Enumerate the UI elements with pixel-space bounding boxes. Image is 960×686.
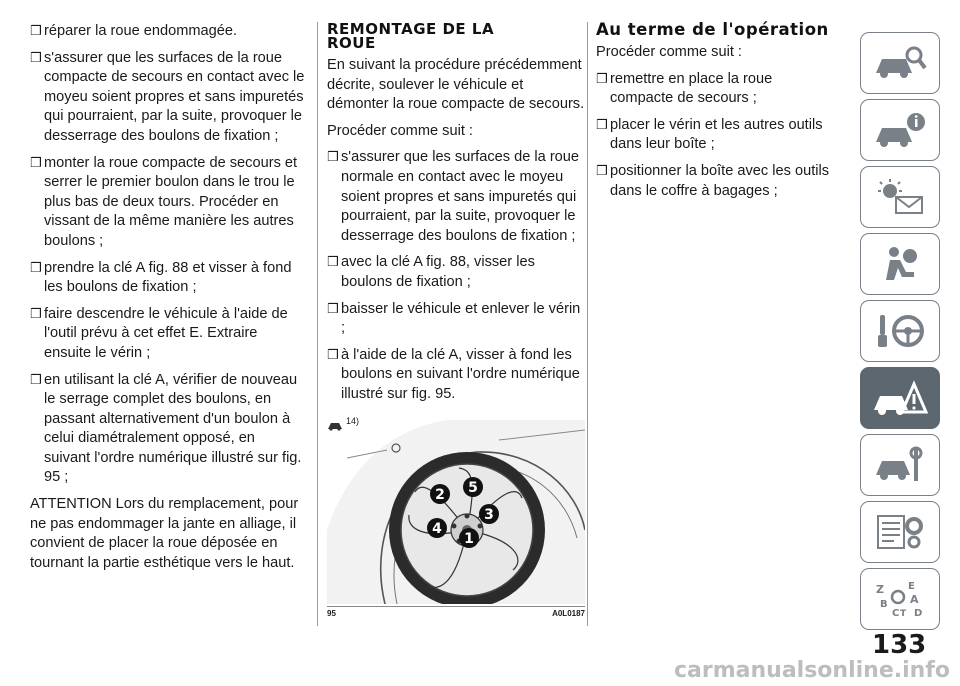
- tab-alphabetical-index[interactable]: [860, 568, 940, 630]
- list-item: ❒ remettre en place la roue compacte de secours ;: [596, 70, 773, 107]
- column-divider: [587, 22, 588, 626]
- column-left: [30, 22, 305, 580]
- checkbox-bullet: ❒: [327, 150, 339, 166]
- section-heading: REMONTAGE DE LA ROUE: [327, 20, 495, 52]
- steering-wheel-icon: [872, 311, 928, 351]
- warning-reference: 14): [327, 412, 585, 432]
- checkbox-bullet: ❒: [30, 50, 42, 66]
- column-divider: [317, 22, 318, 626]
- list-item: ❒ monter la roue compacte de secours et serrer le premier boulon dans le trou le plus bas de deux tours. Procéder en vissant de la même manière les autres boulons ;: [30, 154, 298, 249]
- watermark: carmanualsonline.info: [674, 658, 950, 683]
- list-item: ❒ s'assurer que les surfaces de la roue normale en contact avec le moyeu soient propres et sans impuretés qui pourraient, par la suite, provoquer le desserrage des boulons de fixation ;: [327, 149, 580, 244]
- svg-text:T: T: [900, 609, 907, 619]
- list-item: ❒ s'assurer que les surfaces de la roue compacte de secours en contact avec le moyeu soient propres et sans impuretés qui pourraient, par la suite, provoquer le desserrage des boulons de fixation ;: [30, 49, 305, 144]
- tab-technical-data[interactable]: [860, 501, 940, 563]
- section-heading: Au terme de l'opération: [596, 20, 829, 39]
- svg-text:D: D: [914, 608, 923, 619]
- tab-dashboard-lights[interactable]: [860, 166, 940, 228]
- list-item: ❒ en utilisant la clé A, vérifier de nouveau le serrage complet des boulons, en passant alternativement d'un boulon à celui diamétralement opposé, en suivant l'ordre numérique illustré sur fig. 95 ;: [30, 371, 302, 486]
- tab-car-search[interactable]: [860, 32, 940, 94]
- svg-text:B: B: [880, 599, 888, 610]
- figure-caption: [327, 606, 585, 621]
- checkbox-bullet: ❒: [30, 155, 42, 171]
- list-item: ❒ à l'aide de la clé A, visser à fond les boulons en suivant l'ordre numérique illustré sur fig. 95.: [327, 346, 580, 402]
- bolt-order-3: [479, 504, 499, 524]
- svg-text:4: 4: [432, 521, 442, 537]
- checkbox-bullet: ❒: [596, 163, 608, 179]
- checkbox-bullet: ❒: [30, 24, 42, 39]
- svg-text:A: A: [910, 593, 919, 606]
- tab-breakdown-warning[interactable]: [860, 367, 940, 429]
- column-right: [596, 22, 836, 208]
- bolt-order-4: [427, 518, 447, 538]
- technical-data-icon: [872, 512, 928, 552]
- checkbox-bullet: ❒: [327, 347, 339, 363]
- tab-car-maintenance[interactable]: [860, 434, 940, 496]
- car-info-icon: [872, 110, 928, 150]
- checkbox-bullet: ❒: [30, 306, 42, 322]
- svg-text:5: 5: [468, 480, 478, 496]
- svg-text:3: 3: [484, 507, 494, 523]
- list-item: ❒ réparer la roue endommagée.: [30, 22, 305, 42]
- car-maintenance-icon: [872, 445, 928, 485]
- wheel-figure: [327, 410, 585, 604]
- list-item: ❒ prendre la clé A fig. 88 et visser à fond les boulons de fixation ;: [30, 259, 292, 296]
- chapter-sidebar: [860, 32, 942, 635]
- tab-car-info[interactable]: [860, 99, 940, 161]
- bolt-order-2: [430, 484, 450, 504]
- svg-text:Z: Z: [876, 583, 884, 596]
- column-middle: [327, 22, 585, 431]
- dashboard-lights-icon: [872, 177, 928, 217]
- tab-airbag-passenger[interactable]: [860, 233, 940, 295]
- checkbox-bullet: ❒: [30, 260, 42, 276]
- checkbox-bullet: ❒: [327, 255, 339, 271]
- list-item: ❒ positionner la boîte avec les outils dans le coffre à bagages ;: [596, 162, 830, 199]
- page-number: 133: [872, 630, 927, 660]
- list-item: ❒ avec la clé A fig. 88, visser les boulons de fixation ;: [327, 254, 535, 290]
- svg-text:E: E: [908, 581, 915, 592]
- list-item: ❒ placer le vérin et les autres outils dans leur boîte ;: [596, 116, 823, 153]
- tab-steering-wheel[interactable]: [860, 300, 940, 362]
- figure-number: 95: [327, 609, 336, 618]
- checkbox-bullet: ❒: [30, 372, 42, 388]
- bolt-order-1: [459, 528, 479, 548]
- checkbox-bullet: ❒: [327, 301, 339, 317]
- wheel-illustration: [327, 410, 585, 604]
- checkbox-bullet: ❒: [596, 71, 608, 87]
- procedure-label: Procéder comme suit :: [596, 44, 742, 60]
- svg-text:C: C: [892, 608, 900, 619]
- bolt-order-5: [463, 477, 483, 497]
- svg-text:1: 1: [464, 531, 474, 547]
- list-item: ❒ faire descendre le véhicule à l'aide de l'outil prévu à cet effet E. Extraire ensuite le vérin ;: [30, 305, 288, 361]
- intro-paragraph: En suivant la procédure précédemment décrite, soulever le véhicule et démonter la roue compacte de secours.: [327, 57, 585, 113]
- figure-code: A0L0187: [552, 609, 585, 618]
- svg-text:2: 2: [435, 487, 445, 503]
- procedure-label: Procéder comme suit :: [327, 122, 473, 139]
- list-item: ❒ baisser le véhicule et enlever le vérin ;: [327, 300, 581, 337]
- breakdown-warning-icon: [872, 378, 928, 418]
- car-search-icon: [872, 43, 928, 83]
- checkbox-bullet: ❒: [596, 117, 608, 133]
- airbag-passenger-icon: [872, 244, 928, 284]
- alphabetical-index-icon: [872, 579, 928, 619]
- attention-note: ATTENTION Lors du remplacement, pour ne pas endommager la jante en alliage, il convient de placer la roue déposée en tournant la partie esthétique vers le haut.: [30, 496, 299, 571]
